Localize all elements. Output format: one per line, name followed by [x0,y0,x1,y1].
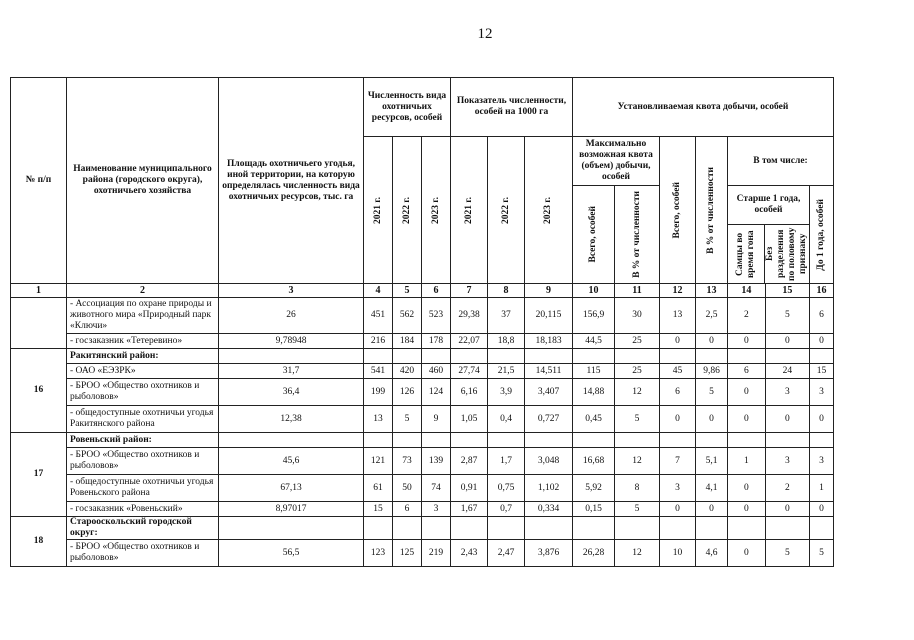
column-number: 13 [696,284,728,298]
empty-cell [422,433,451,448]
cell-d21: 29,38 [451,298,488,334]
table-row [11,364,834,379]
table-row [11,298,834,334]
header-older: Старше 1 года, особей [728,186,809,225]
empty-cell [364,433,393,448]
header-population-group: Численность вида охотничьих ресурсов, особей [364,78,451,137]
cell-p22: 420 [393,364,422,379]
cell-young: 6 [810,298,834,334]
table-row [11,475,834,502]
row-name: - общедоступные охотничьи угодья Ракитянского района [67,406,219,433]
cell-d21: 1,67 [451,502,488,517]
cell-d23: 14,511 [525,364,573,379]
column-number: 4 [364,284,393,298]
cell-p23: 523 [422,298,451,334]
empty-cell [660,433,696,448]
empty-cell [488,433,525,448]
cell-d23: 18,183 [525,334,573,349]
cell-nosex: 3 [765,448,809,475]
cell-p23: 178 [422,334,451,349]
cell-p23: 219 [422,540,451,567]
header-no-sex: Без разделения по половому признаку [765,227,808,281]
empty-cell [488,517,525,540]
cell-young: 1 [810,475,834,502]
header-area: Площадь охотничьего угодья, иной территории, на которую определялась численность вида охотничьих ресурсов, тыс. га [219,78,364,284]
row-name: - госзаказник «Тетеревино» [67,334,219,349]
cell-young: 0 [810,502,834,517]
cell-p21: 61 [364,475,393,502]
cell-area: 31,7 [219,364,364,379]
cell-q-total: 3 [660,475,696,502]
cell-max-pct: 12 [615,448,660,475]
header-num: № п/п [11,78,67,284]
table-row [11,379,834,406]
cell-p23: 139 [422,448,451,475]
district-name: Ровеньский район: [67,433,219,448]
cell-d23: 3,407 [525,379,573,406]
empty-cell [728,433,766,448]
empty-cell [488,349,525,364]
cell-males: 1 [728,448,766,475]
cell-males: 0 [728,502,766,517]
cell-nosex: 3 [765,379,809,406]
cell-max-pct: 5 [615,406,660,433]
row-name: - госзаказник «Ровеньский» [67,502,219,517]
column-number: 3 [219,284,364,298]
cell-p21: 216 [364,334,393,349]
cell-max-pct: 12 [615,540,660,567]
cell-p23: 74 [422,475,451,502]
cell-d22: 2,47 [488,540,525,567]
empty-cell [696,433,728,448]
cell-d21: 6,16 [451,379,488,406]
empty-cell [364,517,393,540]
cell-q-total: 0 [660,406,696,433]
empty-cell [728,517,766,540]
cell-p21: 15 [364,502,393,517]
hunting-quota-table [10,77,834,567]
cell-q-total: 45 [660,364,696,379]
cell-d23: 3,876 [525,540,573,567]
cell-d23: 20,115 [525,298,573,334]
cell-d22: 0,4 [488,406,525,433]
empty-cell [696,517,728,540]
cell-area: 12,38 [219,406,364,433]
empty-cell [660,517,696,540]
empty-cell [660,349,696,364]
cell-d23: 0,334 [525,502,573,517]
column-numbers-row [11,284,834,298]
empty-cell [525,349,573,364]
cell-q-total: 10 [660,540,696,567]
cell-nosex: 2 [765,475,809,502]
empty-cell [393,433,422,448]
district-name: Старооскольский городской округ: [67,517,219,540]
cell-q-pct: 4,6 [696,540,728,567]
empty-cell [615,517,660,540]
empty-cell [696,349,728,364]
row-name: - ОАО «ЕЭЗРК» [67,364,219,379]
row-name: - БРОО «Общество охотников и рыболовов» [67,540,219,567]
district-row [11,349,834,364]
empty-cell [393,349,422,364]
cell-q-total: 6 [660,379,696,406]
cell-p21: 451 [364,298,393,334]
cell-area: 67,13 [219,475,364,502]
row-name: - Ассоциация по охране природы и животного мира «Природный парк «Ключи» [67,298,219,334]
header-name: Наименование муниципального района (городского округа), охотничьего хозяйства [67,78,219,284]
column-number: 1 [11,284,67,298]
column-number: 5 [393,284,422,298]
cell-males: 0 [728,540,766,567]
column-number: 14 [728,284,766,298]
header-quota-pct: В % от численности [696,137,728,284]
empty-cell [728,349,766,364]
table-row [11,502,834,517]
cell-p21: 123 [364,540,393,567]
empty-cell [451,517,488,540]
cell-max-pct: 8 [615,475,660,502]
cell-nosex: 0 [765,334,809,349]
cell-p22: 6 [393,502,422,517]
cell-nosex: 5 [765,298,809,334]
cell-max-total: 156,9 [573,298,615,334]
column-number: 2 [67,284,219,298]
cell-q-pct: 0 [696,502,728,517]
cell-nosex: 5 [765,540,809,567]
header-pop-2023: 2023 г. [422,137,451,284]
column-number: 12 [660,284,696,298]
empty-cell [393,517,422,540]
column-number: 8 [488,284,525,298]
empty-cell [422,349,451,364]
cell-p22: 73 [393,448,422,475]
empty-cell [573,517,615,540]
cell-p22: 126 [393,379,422,406]
cell-young: 15 [810,364,834,379]
cell-d22: 3,9 [488,379,525,406]
cell-d21: 0,91 [451,475,488,502]
cell-max-total: 5,92 [573,475,615,502]
cell-d22: 0,7 [488,502,525,517]
column-number: 15 [765,284,809,298]
header-pop-2021: 2021 г. [364,137,393,284]
cell-males: 0 [728,334,766,349]
cell-males: 0 [728,379,766,406]
cell-young: 3 [810,448,834,475]
cell-nosex: 0 [765,406,809,433]
empty-cell [422,517,451,540]
cell-q-pct: 4,1 [696,475,728,502]
cell-max-pct: 12 [615,379,660,406]
cell-max-total: 16,68 [573,448,615,475]
cell-q-pct: 0 [696,406,728,433]
column-number: 11 [615,284,660,298]
cell-p22: 5 [393,406,422,433]
cell-d21: 2,87 [451,448,488,475]
cell-max-pct: 30 [615,298,660,334]
cell-q-total: 13 [660,298,696,334]
cell-nosex: 0 [765,502,809,517]
cell-area: 56,5 [219,540,364,567]
page-number: 12 [477,26,493,42]
header-dens-2022: 2022 г. [488,137,525,284]
table-row [11,334,834,349]
cell-max-total: 115 [573,364,615,379]
cell-q-total: 0 [660,334,696,349]
table-row [11,540,834,567]
cell-max-total: 0,45 [573,406,615,433]
header-max-quota: Максимально возможная квота (объем) добычи, особей [573,137,660,186]
cell-p22: 125 [393,540,422,567]
cell-p23: 9 [422,406,451,433]
cell-d22: 0,75 [488,475,525,502]
cell-q-pct: 5,1 [696,448,728,475]
cell-p23: 124 [422,379,451,406]
empty-cell [219,433,364,448]
cell-d23: 3,048 [525,448,573,475]
group-number: 18 [11,517,67,567]
cell-area: 8,97017 [219,502,364,517]
cell-area: 45,6 [219,448,364,475]
district-name: Ракитянский район: [67,349,219,364]
cell-q-pct: 2,5 [696,298,728,334]
cell-max-total: 14,88 [573,379,615,406]
column-number: 9 [525,284,573,298]
group-number [11,298,67,349]
cell-nosex: 24 [765,364,809,379]
cell-p22: 184 [393,334,422,349]
empty-cell [765,517,809,540]
empty-cell [451,349,488,364]
row-name: - общедоступные охотничьи угодья Ровеньского района [67,475,219,502]
district-row [11,517,834,540]
cell-p21: 13 [364,406,393,433]
cell-young: 3 [810,379,834,406]
empty-cell [451,433,488,448]
cell-q-total: 7 [660,448,696,475]
header-max-total: Всего, особей [573,186,615,284]
header-males: Самцы во время гона [728,225,765,283]
header-including: В том числе: [728,137,834,186]
header-max-pct: В % от численности [615,186,660,284]
column-number: 6 [422,284,451,298]
cell-q-pct: 5 [696,379,728,406]
empty-cell [810,349,834,364]
cell-d22: 18,8 [488,334,525,349]
header-density-group: Показатель численности, особей на 1000 га [451,78,573,137]
cell-d21: 1,05 [451,406,488,433]
header-quota-group: Установливаемая квота добычи, особей [573,78,834,137]
cell-d22: 37 [488,298,525,334]
empty-cell [765,349,809,364]
cell-p21: 199 [364,379,393,406]
cell-area: 26 [219,298,364,334]
cell-p23: 460 [422,364,451,379]
group-number: 16 [11,349,67,433]
column-number: 7 [451,284,488,298]
header-young: До 1 года, особей [810,186,834,284]
cell-young: 5 [810,540,834,567]
empty-cell [810,517,834,540]
table-row [11,448,834,475]
cell-d21: 2,43 [451,540,488,567]
cell-young: 0 [810,334,834,349]
empty-cell [525,433,573,448]
empty-cell [810,433,834,448]
row-name: - БРОО «Общество охотников и рыболовов» [67,448,219,475]
cell-males: 0 [728,406,766,433]
cell-max-pct: 25 [615,334,660,349]
cell-max-pct: 25 [615,364,660,379]
cell-d23: 0,727 [525,406,573,433]
header-older-block [728,186,810,284]
cell-males: 6 [728,364,766,379]
empty-cell [765,433,809,448]
cell-p23: 3 [422,502,451,517]
empty-cell [615,433,660,448]
empty-cell [573,349,615,364]
cell-p21: 121 [364,448,393,475]
cell-max-total: 26,28 [573,540,615,567]
column-number: 10 [573,284,615,298]
cell-d23: 1,102 [525,475,573,502]
column-number: 16 [810,284,834,298]
cell-young: 0 [810,406,834,433]
cell-q-total: 0 [660,502,696,517]
cell-males: 2 [728,298,766,334]
cell-q-pct: 9,86 [696,364,728,379]
empty-cell [525,517,573,540]
cell-max-pct: 5 [615,502,660,517]
cell-p22: 562 [393,298,422,334]
empty-cell [615,349,660,364]
cell-max-total: 0,15 [573,502,615,517]
header-dens-2021: 2021 г. [451,137,488,284]
district-row [11,433,834,448]
table-row [11,406,834,433]
cell-p22: 50 [393,475,422,502]
cell-d21: 22,07 [451,334,488,349]
header-pop-2022: 2022 г. [393,137,422,284]
empty-cell [364,349,393,364]
empty-cell [219,517,364,540]
group-number: 17 [11,433,67,517]
header-quota-total: Всего, особей [660,137,696,284]
cell-p21: 541 [364,364,393,379]
header-dens-2023: 2023 г. [525,137,573,284]
cell-area: 36,4 [219,379,364,406]
cell-d22: 21,5 [488,364,525,379]
cell-d22: 1,7 [488,448,525,475]
cell-males: 0 [728,475,766,502]
empty-cell [573,433,615,448]
row-name: - БРОО «Общество охотников и рыболовов» [67,379,219,406]
cell-d21: 27,74 [451,364,488,379]
empty-cell [219,349,364,364]
cell-max-total: 44,5 [573,334,615,349]
cell-area: 9,78948 [219,334,364,349]
cell-q-pct: 0 [696,334,728,349]
